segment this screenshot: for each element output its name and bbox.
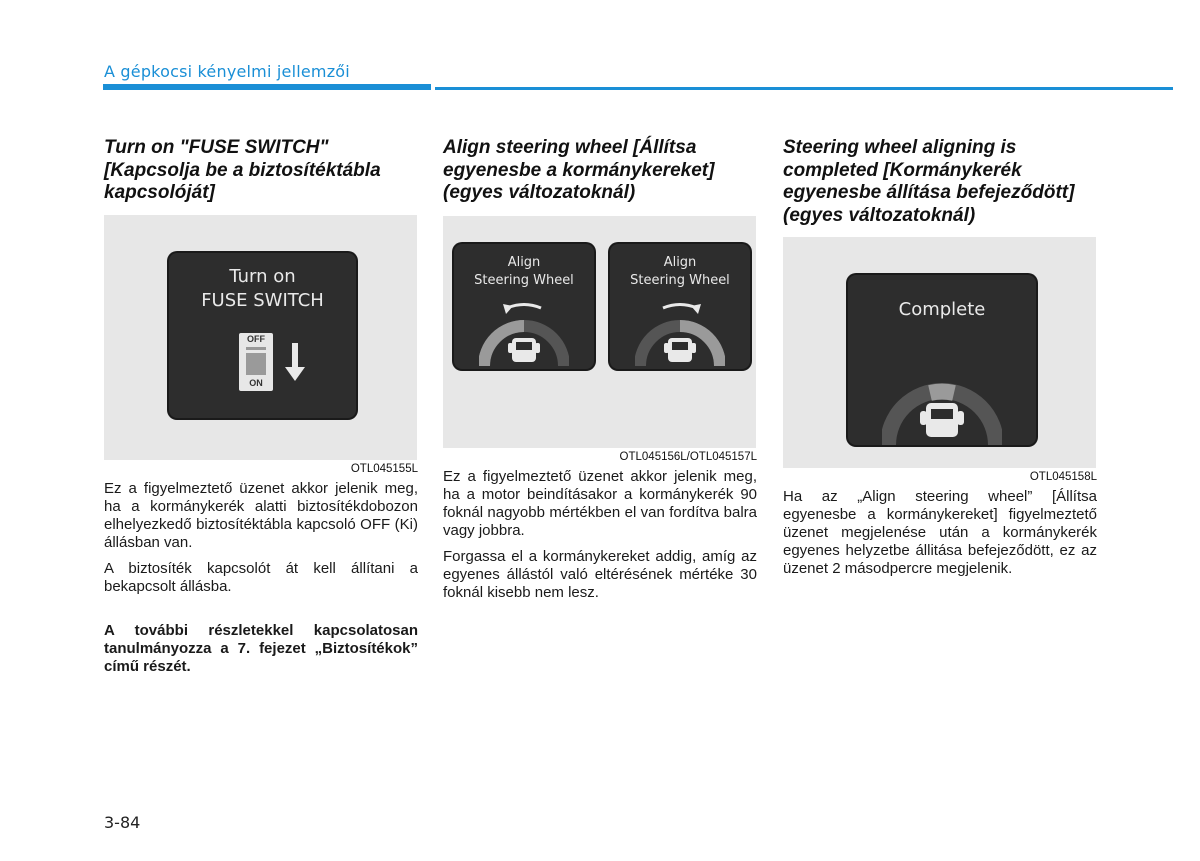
screen-line: Steering Wheel [630, 272, 730, 288]
title-line: Turn on "FUSE SWITCH" [104, 137, 329, 158]
cluster-screen [169, 253, 356, 418]
paragraph: Ez a figyelmeztető üzenet akkor jelenik meg, ha a motor beindításakor a kormánykerék 90 foknál nagyobb mértékben el van fordítva balra vagy jobbra. [443, 467, 757, 539]
header-rule-thin [435, 87, 1173, 90]
title-line: (egyes változatoknál) [783, 204, 976, 226]
title-line: egyenesbe állítása befejeződött] [783, 182, 1075, 203]
cluster-screen-left [454, 244, 594, 369]
title-line: Steering wheel aligning is [783, 137, 1017, 158]
down-arrow-icon [284, 343, 306, 383]
switch-on-label: ON [249, 377, 263, 388]
column-align-steering [443, 137, 757, 602]
cluster-screen-right [610, 244, 750, 369]
steering-car-icon [882, 359, 1002, 445]
figure-caption: OTL045156L/OTL045157L [619, 450, 757, 463]
title-line: completed [Kormánykerék [783, 159, 1022, 181]
title-line: egyenesbe a kormánykereket] [443, 159, 715, 181]
screen-line: FUSE SWITCH [201, 289, 324, 311]
screen-line: Align [663, 254, 697, 270]
paragraph: Forgassa el a kormánykereket addig, amíg az egyenes állástól való eltérésének mértéke 30 foknál kisebb nem lesz. [443, 547, 757, 601]
screen-line: Complete [898, 299, 986, 320]
steering-car-icon [479, 296, 569, 366]
title-line: Align steering wheel [Állítsa [443, 137, 697, 158]
steering-car-icon [635, 296, 725, 366]
title-line: [Kapcsolja be a biztosítéktábla [104, 159, 381, 181]
header-rule-thick [103, 84, 431, 90]
figure-caption: OTL045155L [350, 462, 418, 475]
title-line: (egyes változatoknál) [443, 182, 636, 203]
figure-align-steering [443, 216, 756, 448]
title-line: kapcsolóját] [104, 182, 215, 203]
fuse-switch-icon [239, 333, 273, 391]
column-title [104, 137, 418, 205]
paragraph: Ez a figyelmeztető üzenet akkor jelenik meg, ha a kormánykerék alatti biztosítékdobozon elhelyezkedő biztosítéktábla kapcsoló OFF (Ki) állásban van. [104, 479, 418, 551]
page-number: 3-84 [104, 813, 141, 832]
screen-line: Align [507, 254, 541, 270]
paragraph: A biztosíték kapcsolót át kell állítani a bekapcsolt állásba. [104, 559, 418, 595]
paragraph: Ha az „Align steering wheel” [Állítsa egyenesbe a kormánykereket] figyelmeztető üzenet megjelenése után a kormánykerék egyenes helyzetbe állitása befejeződött, ez az üzenet 2 másodpercre megjelenik. [783, 488, 1097, 577]
column-title [783, 137, 1097, 227]
figure-caption: OTL045158L [1029, 471, 1097, 483]
note-paragraph: A további részletekkel kapcsolatosan tanulmányozza a 7. fejezet „Biztosítékok” című részét. [104, 621, 418, 675]
column-steering-complete [783, 137, 1097, 578]
figure-fuse-switch [104, 215, 417, 460]
section-title: A gépkocsi kényelmi jellemzői [104, 62, 350, 81]
screen-line: Steering Wheel [474, 272, 574, 288]
screen-line: Turn on [229, 265, 296, 287]
cluster-screen [848, 275, 1036, 445]
column-fuse-switch [104, 137, 418, 676]
column-title [443, 137, 757, 205]
figure-steering-complete [783, 237, 1096, 468]
switch-off-label: OFF [247, 333, 265, 344]
